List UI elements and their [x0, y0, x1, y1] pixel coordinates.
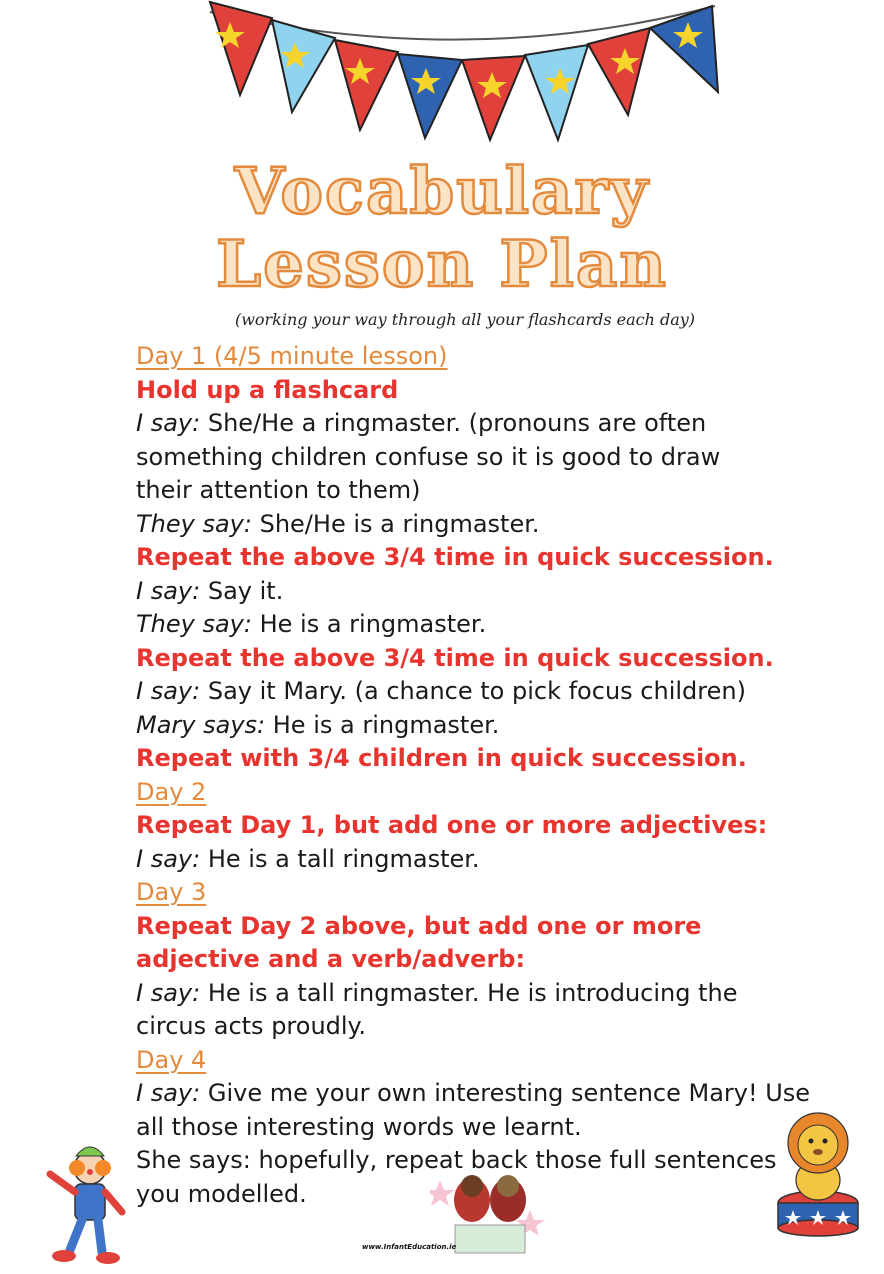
speech-text: Give me your own interesting sentence Mary! Use [200, 1079, 811, 1107]
page-subtitle: (working your way through all your flashcards each day) [234, 310, 696, 329]
speaker-label: I say: [136, 978, 201, 1007]
bunting-flag [462, 56, 525, 140]
speech-text: He is a tall ringmaster. [200, 844, 480, 873]
speaker-label: I say: [136, 576, 201, 605]
speaker-label: I say: [136, 677, 201, 705]
day2-i-say [136, 843, 836, 877]
day1-i-say-1-cont: their attention to them) [136, 476, 421, 504]
speech-text: Say it. [200, 576, 284, 605]
speaker-label: They say: [136, 610, 252, 638]
bunting-flag [210, 2, 272, 95]
bunting-flag [398, 54, 462, 138]
day1-i-say-3 [136, 675, 836, 709]
day3-heading: Day 3 [136, 878, 207, 906]
speech-text: He is a ringmaster. [265, 710, 500, 739]
day1-i-say-1-cont: something children confuse so it is good to draw [136, 442, 721, 471]
circus-bunting-flags [0, 0, 884, 160]
bunting-flag [272, 20, 335, 112]
speech-text: She/He is a ringmaster. [251, 509, 540, 538]
day3-i-say [136, 977, 836, 1011]
day1-repeat-instruction: Repeat the above 3/4 time in quick succession. [136, 643, 774, 672]
clown-illustration [30, 1140, 135, 1265]
day1-i-say-2 [136, 575, 836, 609]
day4-i-say [136, 1077, 836, 1111]
day3-i-say-cont: circus acts proudly. [136, 1012, 366, 1040]
speaker-label: I say: [136, 1079, 201, 1107]
day4-heading: Day 4 [136, 1045, 207, 1074]
day1-they-say-2 [136, 608, 836, 642]
speech-text: He is a ringmaster. [251, 610, 487, 638]
speech-text: Say it Mary. (a chance to pick focus children) [200, 677, 746, 705]
day3-instruction: Repeat Day 2 above, but add one or more [136, 911, 702, 940]
day4-she-says: She says: hopefully, repeat back those full sentences [136, 1146, 777, 1174]
page-title-line-1: Vocabulary [234, 154, 650, 229]
speaker-label: Mary says: [136, 710, 266, 739]
day1-repeat-instruction: Repeat with 3/4 children in quick succession. [136, 744, 747, 772]
page-title-line-2: Lesson Plan [216, 227, 668, 302]
day1-i-say-1 [136, 407, 836, 441]
day4-i-say-cont: all those interesting words we learnt. [136, 1112, 582, 1141]
speech-text: He is a tall ringmaster. He is introducing the [200, 978, 738, 1007]
day1-heading: Day 1 (4/5 minute lesson) [136, 342, 448, 370]
day3-instruction-cont: adjective and a verb/adverb: [136, 945, 526, 973]
day2-instruction: Repeat Day 1, but add one or more adjectives: [136, 811, 768, 839]
speech-text: She/He a ringmaster. (pronouns are often [200, 409, 707, 437]
bunting-flag [588, 28, 650, 115]
day1-they-say-1 [136, 508, 836, 542]
website-footer: www.InfantEducation.ie [362, 1243, 457, 1251]
day2-heading: Day 2 [136, 777, 207, 806]
speaker-label: They say: [136, 509, 252, 538]
day1-repeat-instruction: Repeat the above 3/4 time in quick succession. [136, 543, 774, 571]
bunting-flag [335, 40, 398, 130]
lion-on-pedestal-illustration [763, 1108, 873, 1238]
bunting-flag [525, 45, 588, 140]
speaker-label: I say: [136, 409, 201, 437]
speaker-label: I say: [136, 844, 201, 873]
lesson-plan-body [136, 340, 836, 1211]
day1-hold-up-instruction: Hold up a flashcard [136, 375, 399, 404]
day1-mary-says [136, 709, 836, 743]
day4-she-says-cont: you modelled. [136, 1179, 307, 1208]
